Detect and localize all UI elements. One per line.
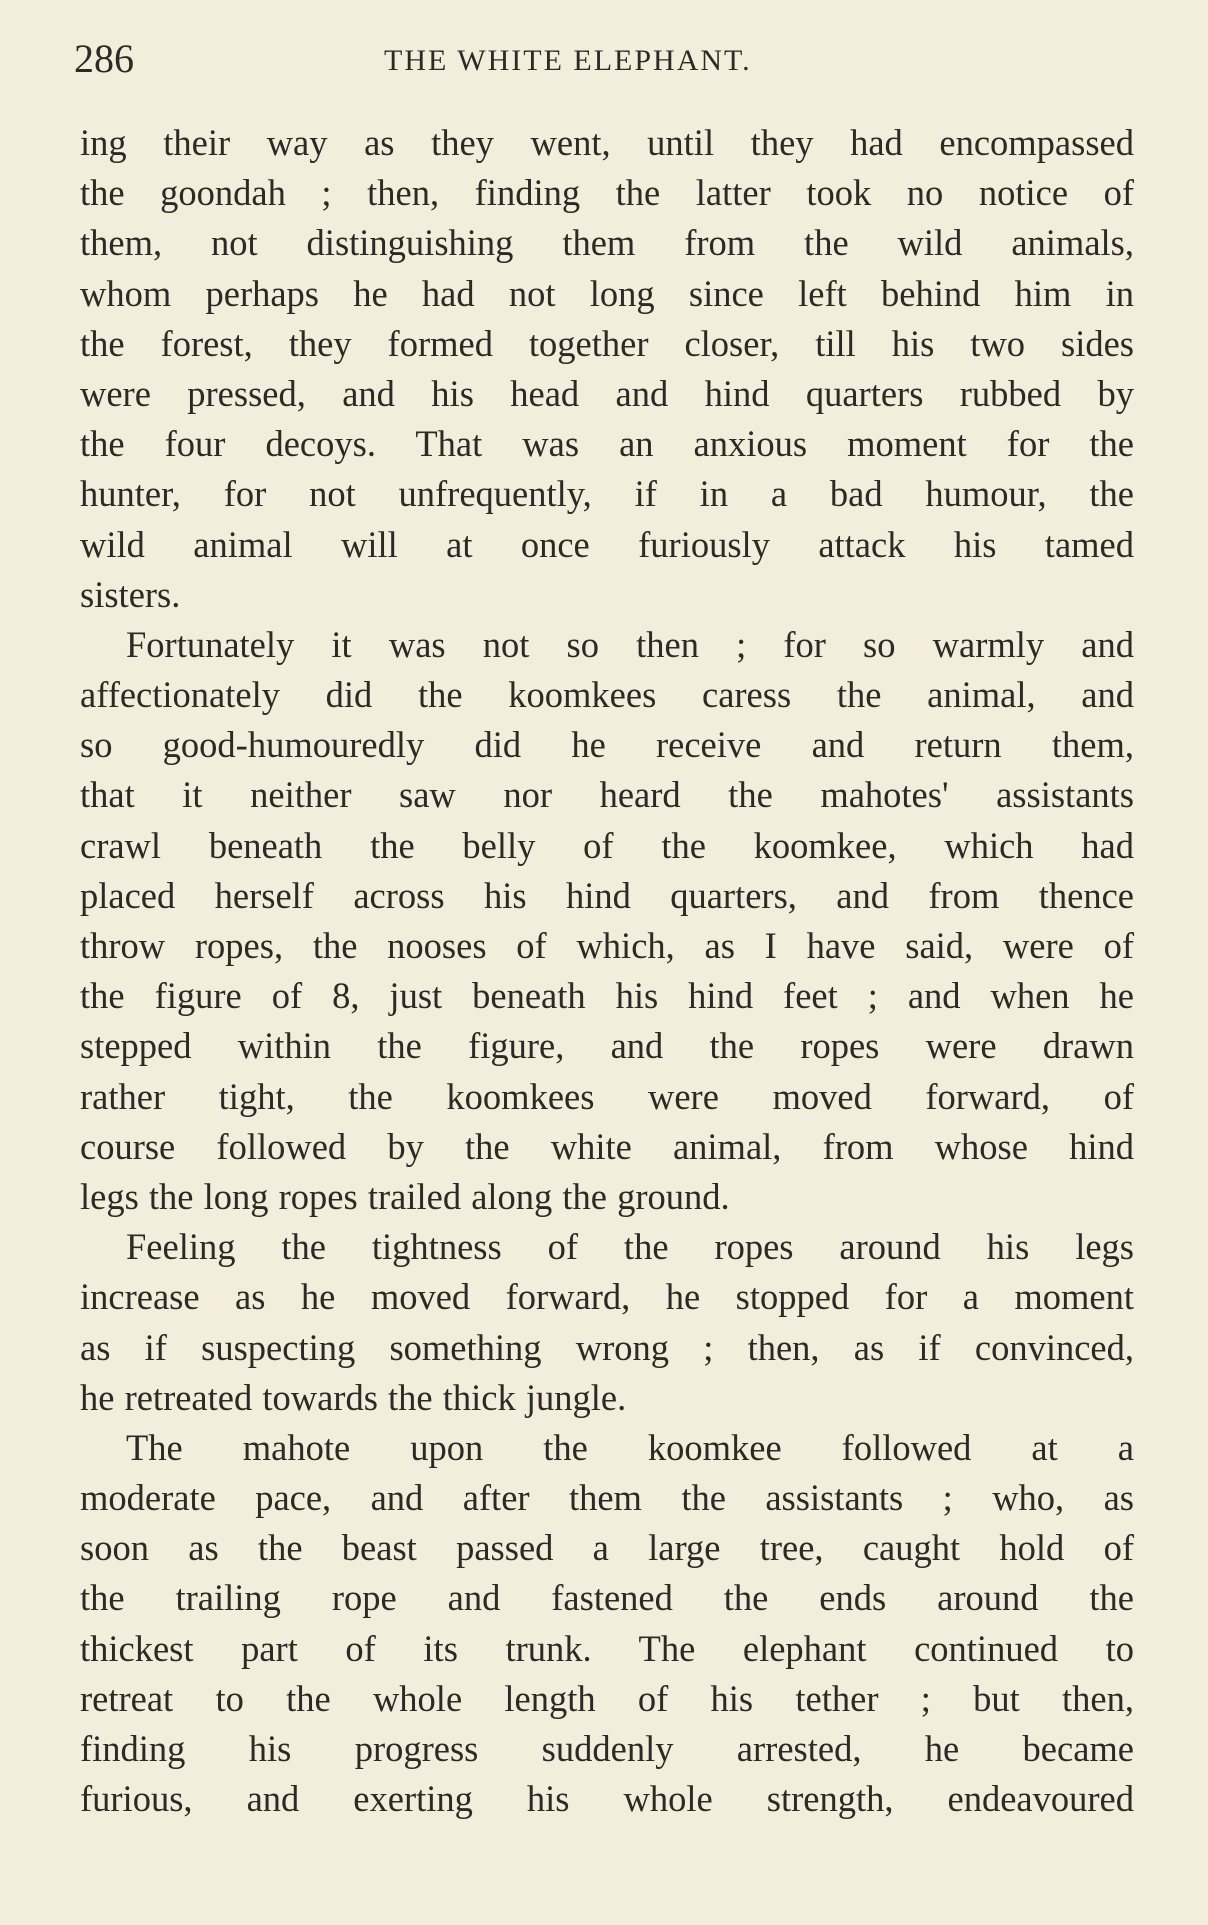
text-line: legs the long ropes trailed along the ground. xyxy=(80,1175,730,1217)
text-line: hunter, for not unfrequently, if in a bad humour, the xyxy=(80,473,1134,515)
body-text xyxy=(80,118,1134,1824)
text-line: the trailing rope and fastened the ends around the xyxy=(80,1577,1134,1619)
paragraph xyxy=(80,1222,1134,1423)
text-line: throw ropes, the nooses of which, as I have said, were of xyxy=(80,925,1134,966)
text-line: soon as the beast passed a large tree, caught hold of xyxy=(80,1527,1134,1569)
paragraph xyxy=(80,118,1134,620)
text-line: thickest part of its trunk. The elephant continued to xyxy=(80,1627,1134,1669)
text-line: wild animal will at once furiously attack his tamed xyxy=(80,523,1134,565)
text-line: sisters. xyxy=(80,573,181,615)
text-line: increase as he moved forward, he stopped for a moment xyxy=(80,1276,1134,1318)
text-line: the forest, they formed together closer, till his two sides xyxy=(80,322,1134,364)
text-line: so good-humouredly did he receive and return them, xyxy=(80,724,1134,766)
text-line: placed herself across his hind quarters, and from thence xyxy=(80,874,1134,916)
text-line: that it neither saw nor heard the mahotes' assistants xyxy=(80,774,1134,816)
running-title: THE WHITE ELEPHANT. xyxy=(384,44,752,77)
text-line: moderate pace, and after them the assistants ; who, as xyxy=(80,1477,1134,1519)
text-line: were pressed, and his head and hind quarters rubbed by xyxy=(80,372,1134,414)
text-line: the goondah ; then, finding the latter took no notice of xyxy=(80,172,1134,214)
text-line: finding his progress suddenly arrested, he became xyxy=(80,1728,1134,1769)
page-number: 286 xyxy=(74,36,134,81)
text-line: Fortunately it was not so then ; for so warmly and xyxy=(126,623,1134,665)
text-line: rather tight, the koomkees were moved forward, of xyxy=(80,1075,1134,1117)
text-line: them, not distinguishing them from the wild animals, xyxy=(80,222,1134,264)
text-line: as if suspecting something wrong ; then, as if convinced, xyxy=(80,1326,1134,1368)
text-line: Feeling the tightness of the ropes around his legs xyxy=(126,1226,1134,1268)
text-line: he retreated towards the thick jungle. xyxy=(80,1376,627,1418)
text-line: stepped within the figure, and the ropes were drawn xyxy=(80,1025,1134,1067)
text-line: retreat to the whole length of his tether ; but then, xyxy=(80,1677,1134,1719)
running-head xyxy=(74,34,1134,84)
text-line: The mahote upon the koomkee followed at a xyxy=(126,1426,1134,1468)
paragraph xyxy=(80,1423,1134,1825)
text-line: the figure of 8, just beneath his hind feet ; and when he xyxy=(80,975,1134,1017)
text-line: ing their way as they went, until they had encompassed xyxy=(80,122,1134,163)
paragraph xyxy=(80,620,1134,1222)
text-line: crawl beneath the belly of the koomkee, which had xyxy=(80,824,1134,866)
text-line: the four decoys. That was an anxious moment for the xyxy=(80,423,1134,465)
text-line: whom perhaps he had not long since left behind him in xyxy=(80,272,1134,314)
text-line: furious, and exerting his whole strength, endeavoured xyxy=(80,1778,1134,1820)
text-line: affectionately did the koomkees caress the animal, and xyxy=(80,674,1134,716)
text-line: course followed by the white animal, from whose hind xyxy=(80,1125,1134,1167)
